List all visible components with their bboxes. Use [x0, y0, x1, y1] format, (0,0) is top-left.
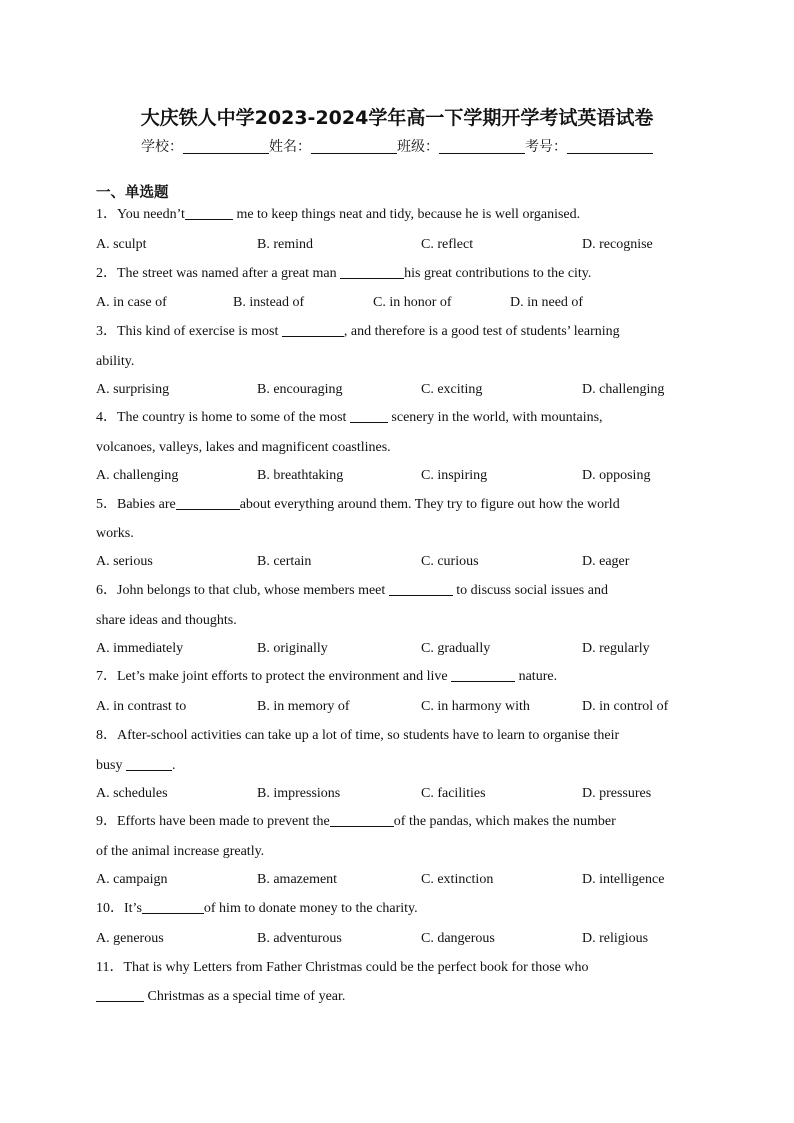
option-b: B. remind	[257, 237, 313, 252]
question-text: nature.	[515, 669, 558, 684]
option-a: A. generous	[96, 931, 164, 946]
option-c: C. in honor of	[373, 295, 452, 310]
question-text: of him to donate money to the charity.	[203, 901, 418, 916]
name-blank[interactable]	[311, 139, 397, 154]
option-a: A. immediately	[96, 641, 184, 656]
question-8-line-2	[96, 757, 706, 775]
question-11-line-1: 11．That is why Letters from Father Christmas could be the perfect book for those who	[96, 960, 589, 975]
option-b: B. impressions	[257, 786, 341, 801]
option-c: C. gradually	[421, 641, 491, 656]
question-1-line-1	[96, 206, 706, 224]
question-4-line-2: volcanoes, valleys, lakes and magnificent coastlines.	[96, 440, 391, 455]
class-label: 班级：	[397, 139, 439, 155]
question-8-line-1: 8．After-school activities can take up a lot of time, so students have to learn to organise their	[96, 728, 620, 743]
answer-blank	[142, 900, 204, 914]
question-text: 6．John belongs to that club, whose members meet	[96, 583, 389, 598]
question-3-line-2: ability.	[96, 354, 135, 369]
question-5-line-1	[96, 496, 706, 514]
option-d: D. challenging	[582, 382, 665, 397]
school-label: 学校：	[141, 139, 183, 155]
question-text: 2．The street was named after a great man	[96, 266, 341, 281]
question-text: busy	[96, 758, 126, 773]
section-heading: 一、单选题	[96, 185, 169, 201]
answer-blank	[96, 988, 144, 1002]
option-c: C. extinction	[421, 872, 494, 887]
question-6-line-2: share ideas and thoughts.	[96, 613, 237, 628]
question-text: 5．Babies are	[96, 497, 176, 512]
question-text: to discuss social issues and	[452, 583, 608, 598]
question-text: Christmas as a special time of year.	[144, 989, 346, 1004]
option-d: D. in need of	[510, 295, 584, 310]
answer-blank	[330, 813, 394, 827]
exam-title: 大庆铁人中学2023-2024学年高一下学期开学考试英语试卷	[140, 107, 654, 129]
option-a: A. campaign	[96, 872, 168, 887]
option-d: D. eager	[582, 554, 630, 569]
question-3-line-1	[96, 323, 706, 341]
option-a: A. serious	[96, 554, 153, 569]
school-blank[interactable]	[183, 139, 269, 154]
option-d: D. regularly	[582, 641, 650, 656]
question-7-line-1	[96, 668, 706, 686]
option-c: C. inspiring	[421, 468, 488, 483]
option-b: B. in memory of	[257, 699, 350, 714]
question-6-line-1	[96, 582, 706, 600]
option-a: A. surprising	[96, 382, 170, 397]
number-blank[interactable]	[567, 139, 653, 154]
option-a: A. in case of	[96, 295, 167, 310]
question-text: .	[171, 758, 176, 773]
question-text: , and therefore is a good test of students’ learning	[343, 324, 620, 339]
student-info-line	[0, 136, 794, 156]
question-text: 1．You needn’t	[96, 207, 185, 222]
option-a: A. in contrast to	[96, 699, 187, 714]
answer-blank	[340, 265, 404, 279]
number-label: 考号：	[525, 139, 567, 155]
option-a: A. challenging	[96, 468, 179, 483]
question-9-line-2: of the animal increase greatly.	[96, 844, 265, 859]
question-4-line-1	[96, 409, 706, 427]
option-c: C. dangerous	[421, 931, 495, 946]
option-a: A. sculpt	[96, 237, 147, 252]
option-d: D. recognise	[582, 237, 653, 252]
question-text: me to keep things neat and tidy, because he is well organised.	[232, 207, 581, 222]
question-text: 9．Efforts have been made to prevent the	[96, 814, 330, 829]
question-text: of the pandas, which makes the number	[393, 814, 616, 829]
option-b: B. instead of	[233, 295, 305, 310]
question-text: scenery in the world, with mountains,	[387, 410, 603, 425]
option-c: C. facilities	[421, 786, 486, 801]
question-2-line-1	[96, 265, 706, 283]
option-c: C. exciting	[421, 382, 483, 397]
option-d: D. religious	[582, 931, 649, 946]
question-text: 3．This kind of exercise is most	[96, 324, 282, 339]
question-text: 10．It’s	[96, 901, 142, 916]
answer-blank	[126, 757, 172, 771]
option-d: D. pressures	[582, 786, 652, 801]
answer-blank	[176, 496, 240, 510]
option-b: B. originally	[257, 641, 328, 656]
name-label: 姓名：	[269, 139, 311, 155]
question-9-line-1	[96, 813, 706, 831]
question-text: his great contributions to the city.	[404, 266, 592, 281]
option-c: C. in harmony with	[421, 699, 530, 714]
option-b: B. certain	[257, 554, 312, 569]
option-c: C. reflect	[421, 237, 474, 252]
option-b: B. amazement	[257, 872, 338, 887]
class-blank[interactable]	[439, 139, 525, 154]
answer-blank	[185, 206, 233, 220]
question-5-line-2: works.	[96, 526, 134, 541]
option-b: B. adventurous	[257, 931, 342, 946]
option-b: B. breathtaking	[257, 468, 344, 483]
option-b: B. encouraging	[257, 382, 343, 397]
question-text: 7．Let’s make joint efforts to protect the environment and live	[96, 669, 452, 684]
question-11-line-2	[96, 988, 706, 1006]
option-d: D. opposing	[582, 468, 651, 483]
option-d: D. intelligence	[582, 872, 665, 887]
option-c: C. curious	[421, 554, 479, 569]
question-text: 4．The country is home to some of the most	[96, 410, 350, 425]
question-text: about everything around them. They try to figure out how the world	[239, 497, 620, 512]
answer-blank	[389, 582, 453, 596]
question-10-line-1	[96, 900, 706, 918]
option-a: A. schedules	[96, 786, 168, 801]
answer-blank	[451, 668, 515, 682]
answer-blank	[282, 323, 344, 337]
answer-blank	[350, 409, 388, 423]
option-d: D. in control of	[582, 699, 669, 714]
